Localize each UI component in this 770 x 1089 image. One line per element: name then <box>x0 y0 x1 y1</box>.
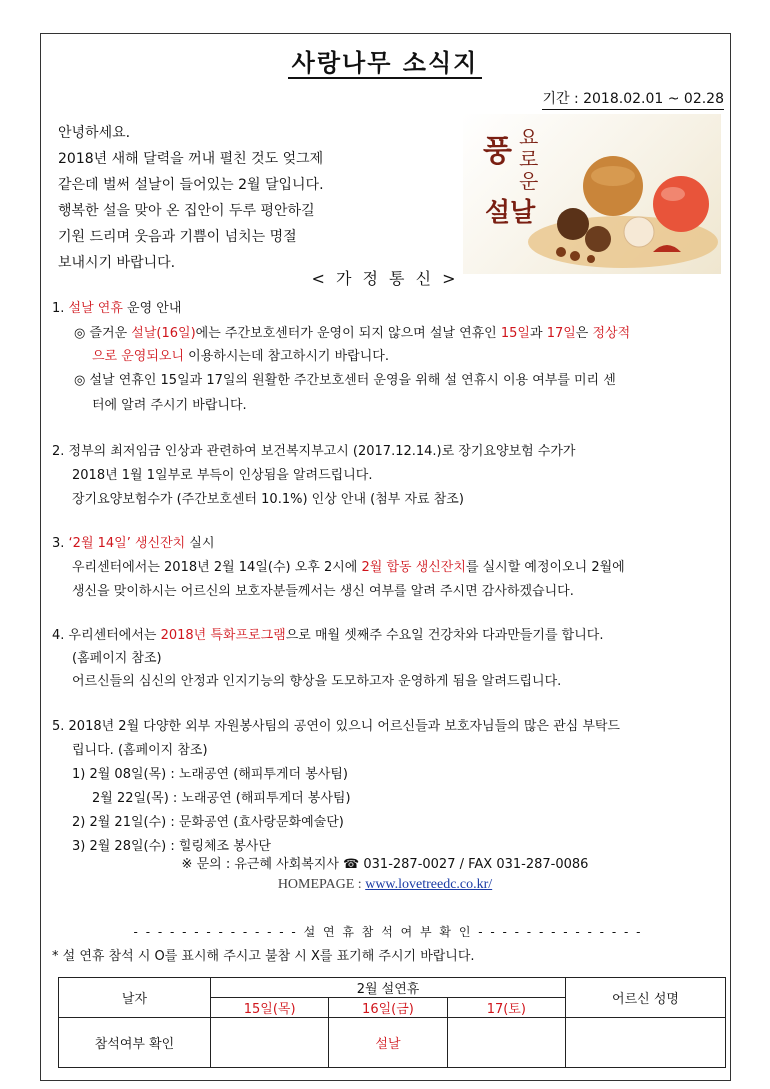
item1-bullet2-cont: 터에 알려 주시기 바랍니다. <box>92 398 247 413</box>
attendance-cell-15[interactable] <box>210 1018 328 1068</box>
homepage-link[interactable]: www.lovetreedc.co.kr/ <box>365 877 493 892</box>
attendance-row-label: 참석여부 확인 <box>59 1018 211 1068</box>
event-item: 3) 2월 28일(수) : 힐링체조 봉사단 <box>72 839 271 854</box>
section-title: < 가 정 통 신 > <box>311 269 459 288</box>
event-item: 2) 2월 21일(수) : 문화공연 (효사랑문화예술단) <box>72 815 344 830</box>
event-item: 2월 22일(목) : 노래공연 (해피투게더 봉사팀) <box>92 791 351 806</box>
contact-info: ※ 문의 : 유근혜 사회복지사 ☎ 031-287-0027 / FAX 031-287-0086 <box>181 857 589 872</box>
greeting-line: 같은데 벌써 설날이 들어있는 2월 달입니다. <box>58 177 324 193</box>
item5-line: 립니다. (홈페이지 참조) <box>72 743 208 758</box>
holiday-group-header: 2월 설연휴 <box>210 978 565 998</box>
illustration-title-small: 요로운 <box>519 125 539 193</box>
newsletter-title: 사랑나무 소식지 <box>0 43 770 78</box>
item2-line: 2018년 1월 1일부로 부득이 인상됨을 알려드립니다. <box>72 468 373 483</box>
item3-line: 우리센터에서는 2018년 2월 14일(수) 오후 2시에 2월 합동 생신잔치를 실시할 예정이오니 2월에 <box>72 560 625 575</box>
homepage-line: HOMEPAGE : www.lovetreedc.co.kr/ <box>277 877 493 892</box>
senior-name-header: 어르신 성명 <box>566 978 726 1018</box>
day-header: 17(토) <box>447 998 565 1018</box>
period-label: 기간 : 2018.02.01 ~ 02.28 <box>542 88 724 110</box>
item1-bullet2: ◎ 설날 연휴인 15일과 17일의 원활한 주간보호센터 운영을 위해 설 연휴시 이용 여부를 미리 센 <box>74 373 616 388</box>
item4-line: 어르신들의 심신의 안정과 인지기능의 향상을 도모하고자 운영하게 됨을 알려드립니다. <box>72 674 562 689</box>
item2-line: 장기요양보험수가 (주간보호센터 10.1%) 인상 안내 (첨부 자료 참조) <box>72 492 464 507</box>
item1-title: 1. 설날 연휴 운영 안내 <box>52 301 182 316</box>
greeting-line: 기원 드리며 웃음과 기쁨이 넘치는 명절 <box>58 229 297 245</box>
item4-line: (홈페이지 참조) <box>72 651 162 666</box>
date-header: 날자 <box>59 978 211 1018</box>
greeting-line: 2018년 새해 달력을 꺼내 펼친 것도 엊그제 <box>58 151 324 167</box>
illustration-title-big: 풍 <box>483 134 512 169</box>
greeting-block <box>58 120 458 276</box>
attendance-note: * 설 연휴 참석 시 O를 표시해 주시고 불참 시 X를 표기해 주시기 바랍니다. <box>52 949 475 964</box>
item1-bullet1: ◎ 즐거운 설날(16일)에는 주간보호센터가 운영이 되지 않으며 설날 연휴인 15일과 17일은 정상적 <box>74 326 631 341</box>
divider-title: - - - - - - - - - - - - - - 설 연 휴 참 석 여 부 확 인 - - - - - - - - - - - - - - <box>133 925 643 939</box>
illustration-title-bottom: 설날 <box>485 198 536 228</box>
attendance-table <box>58 977 726 1068</box>
item2-line: 2. 정부의 최저임금 인상과 관련하여 보건복지부고시 (2017.12.14.)로 장기요양보험 수가가 <box>52 444 576 459</box>
attendance-cell-17[interactable] <box>447 1018 565 1068</box>
day-header: 16일(금) <box>329 998 447 1018</box>
item3-title: 3. ‘2월 14일’ 생신잔치 실시 <box>52 536 215 551</box>
item1-bullet1-cont: 으로 운영되오니 이용하시는데 참고하시기 바랍니다. <box>92 349 389 364</box>
greeting-line: 안녕하세요. <box>58 125 131 141</box>
senior-name-cell[interactable] <box>566 1018 726 1068</box>
event-item: 1) 2월 08일(목) : 노래공연 (해피투게더 봉사팀) <box>72 767 348 782</box>
greeting-line: 보내시기 바랍니다. <box>58 255 176 271</box>
seollal-illustration <box>463 114 721 274</box>
item3-line: 생신을 맞이하시는 어르신의 보호자분들께서는 생신 여부를 알려 주시면 감사하겠습니다. <box>72 584 574 599</box>
day-header: 15일(목) <box>210 998 328 1018</box>
item5-line: 5. 2018년 2월 다양한 외부 자원봉사팀의 공연이 있으니 어르신들과 보호자님들의 많은 관심 부탁드 <box>52 719 620 734</box>
item4-line: 4. 우리센터에서는 2018년 특화프로그램으로 매월 셋째주 수요일 건강차와 다과만들기를 합니다. <box>52 628 604 643</box>
greeting-line: 행복한 설을 맞아 온 집안이 두루 평안하길 <box>58 203 315 219</box>
attendance-cell-16: 설날 <box>329 1018 447 1068</box>
